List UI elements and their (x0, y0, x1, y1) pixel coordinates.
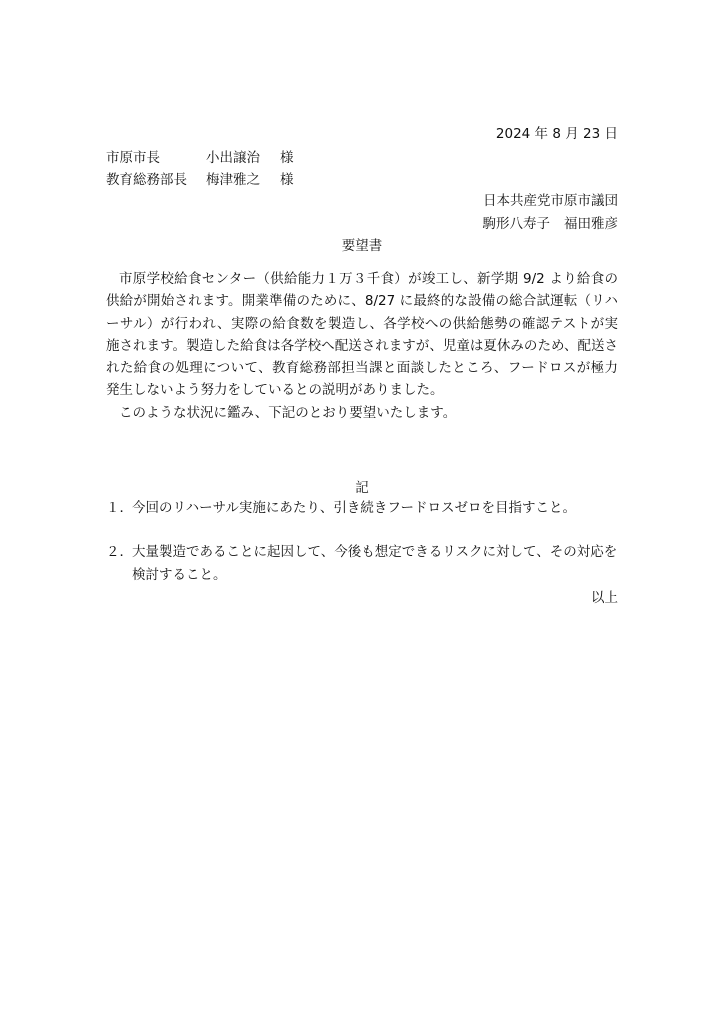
ki-heading: 記 (355, 480, 369, 496)
addressee-education-director (106, 168, 294, 188)
body-paragraph: このような状況に鑑み、下記のとおり要望いたします。 (119, 404, 457, 421)
addressee-title: 市原市長 (106, 150, 160, 166)
item-number: １． (106, 500, 133, 516)
sender-organization: 日本共産党市原市議団 (483, 193, 618, 209)
addressee-honorific: 様 (280, 150, 294, 166)
sender-member: 福田雅彦 (564, 216, 618, 232)
body-paragraph: 市原学校給食センター（供給能力１万３千食）が竣工し、新学期 9/2 より給食の供給が開始されます。開業準備のために、8/27 に最終的な設備の総合試運転（リハーサル）が行われ、実際の給食数を製造し、各学校への供給態勢の確認テストが実施されます。製造した給食は各学校へ配送されますが、児童は夏休みのため、配送された給食の処理について、教育総務部担当課と面談したところ、フードロスが極力発生しないよう努力をしているとの説明がありました。 (106, 271, 618, 399)
addressee-name: 小出譲治 (206, 150, 260, 166)
addressee-name: 梅津雅之 (206, 172, 260, 188)
sender-members (483, 212, 619, 232)
request-items (106, 497, 626, 586)
item-text: 大量製造であることに起因して、今後も想定できるリスクに対して、その対応を検討すること。 (132, 544, 618, 583)
addressee-honorific: 様 (280, 172, 294, 188)
document-body (106, 268, 618, 424)
request-item (106, 497, 626, 519)
request-item (106, 541, 626, 586)
item-number: ２． (106, 544, 133, 561)
sender-member: 駒形八寿子 (482, 216, 550, 232)
addressee-title: 教育総務部長 (106, 172, 187, 188)
document-date: 2024 年 8 月 23 日 (495, 126, 618, 142)
closing-mark: 以上 (591, 590, 618, 606)
document-title: 要望書 (341, 238, 383, 254)
addressee-mayor (106, 146, 294, 166)
item-text: 今回のリハーサル実施にあたり、引き続きフードロスゼロを目指すこと。 (132, 500, 577, 516)
